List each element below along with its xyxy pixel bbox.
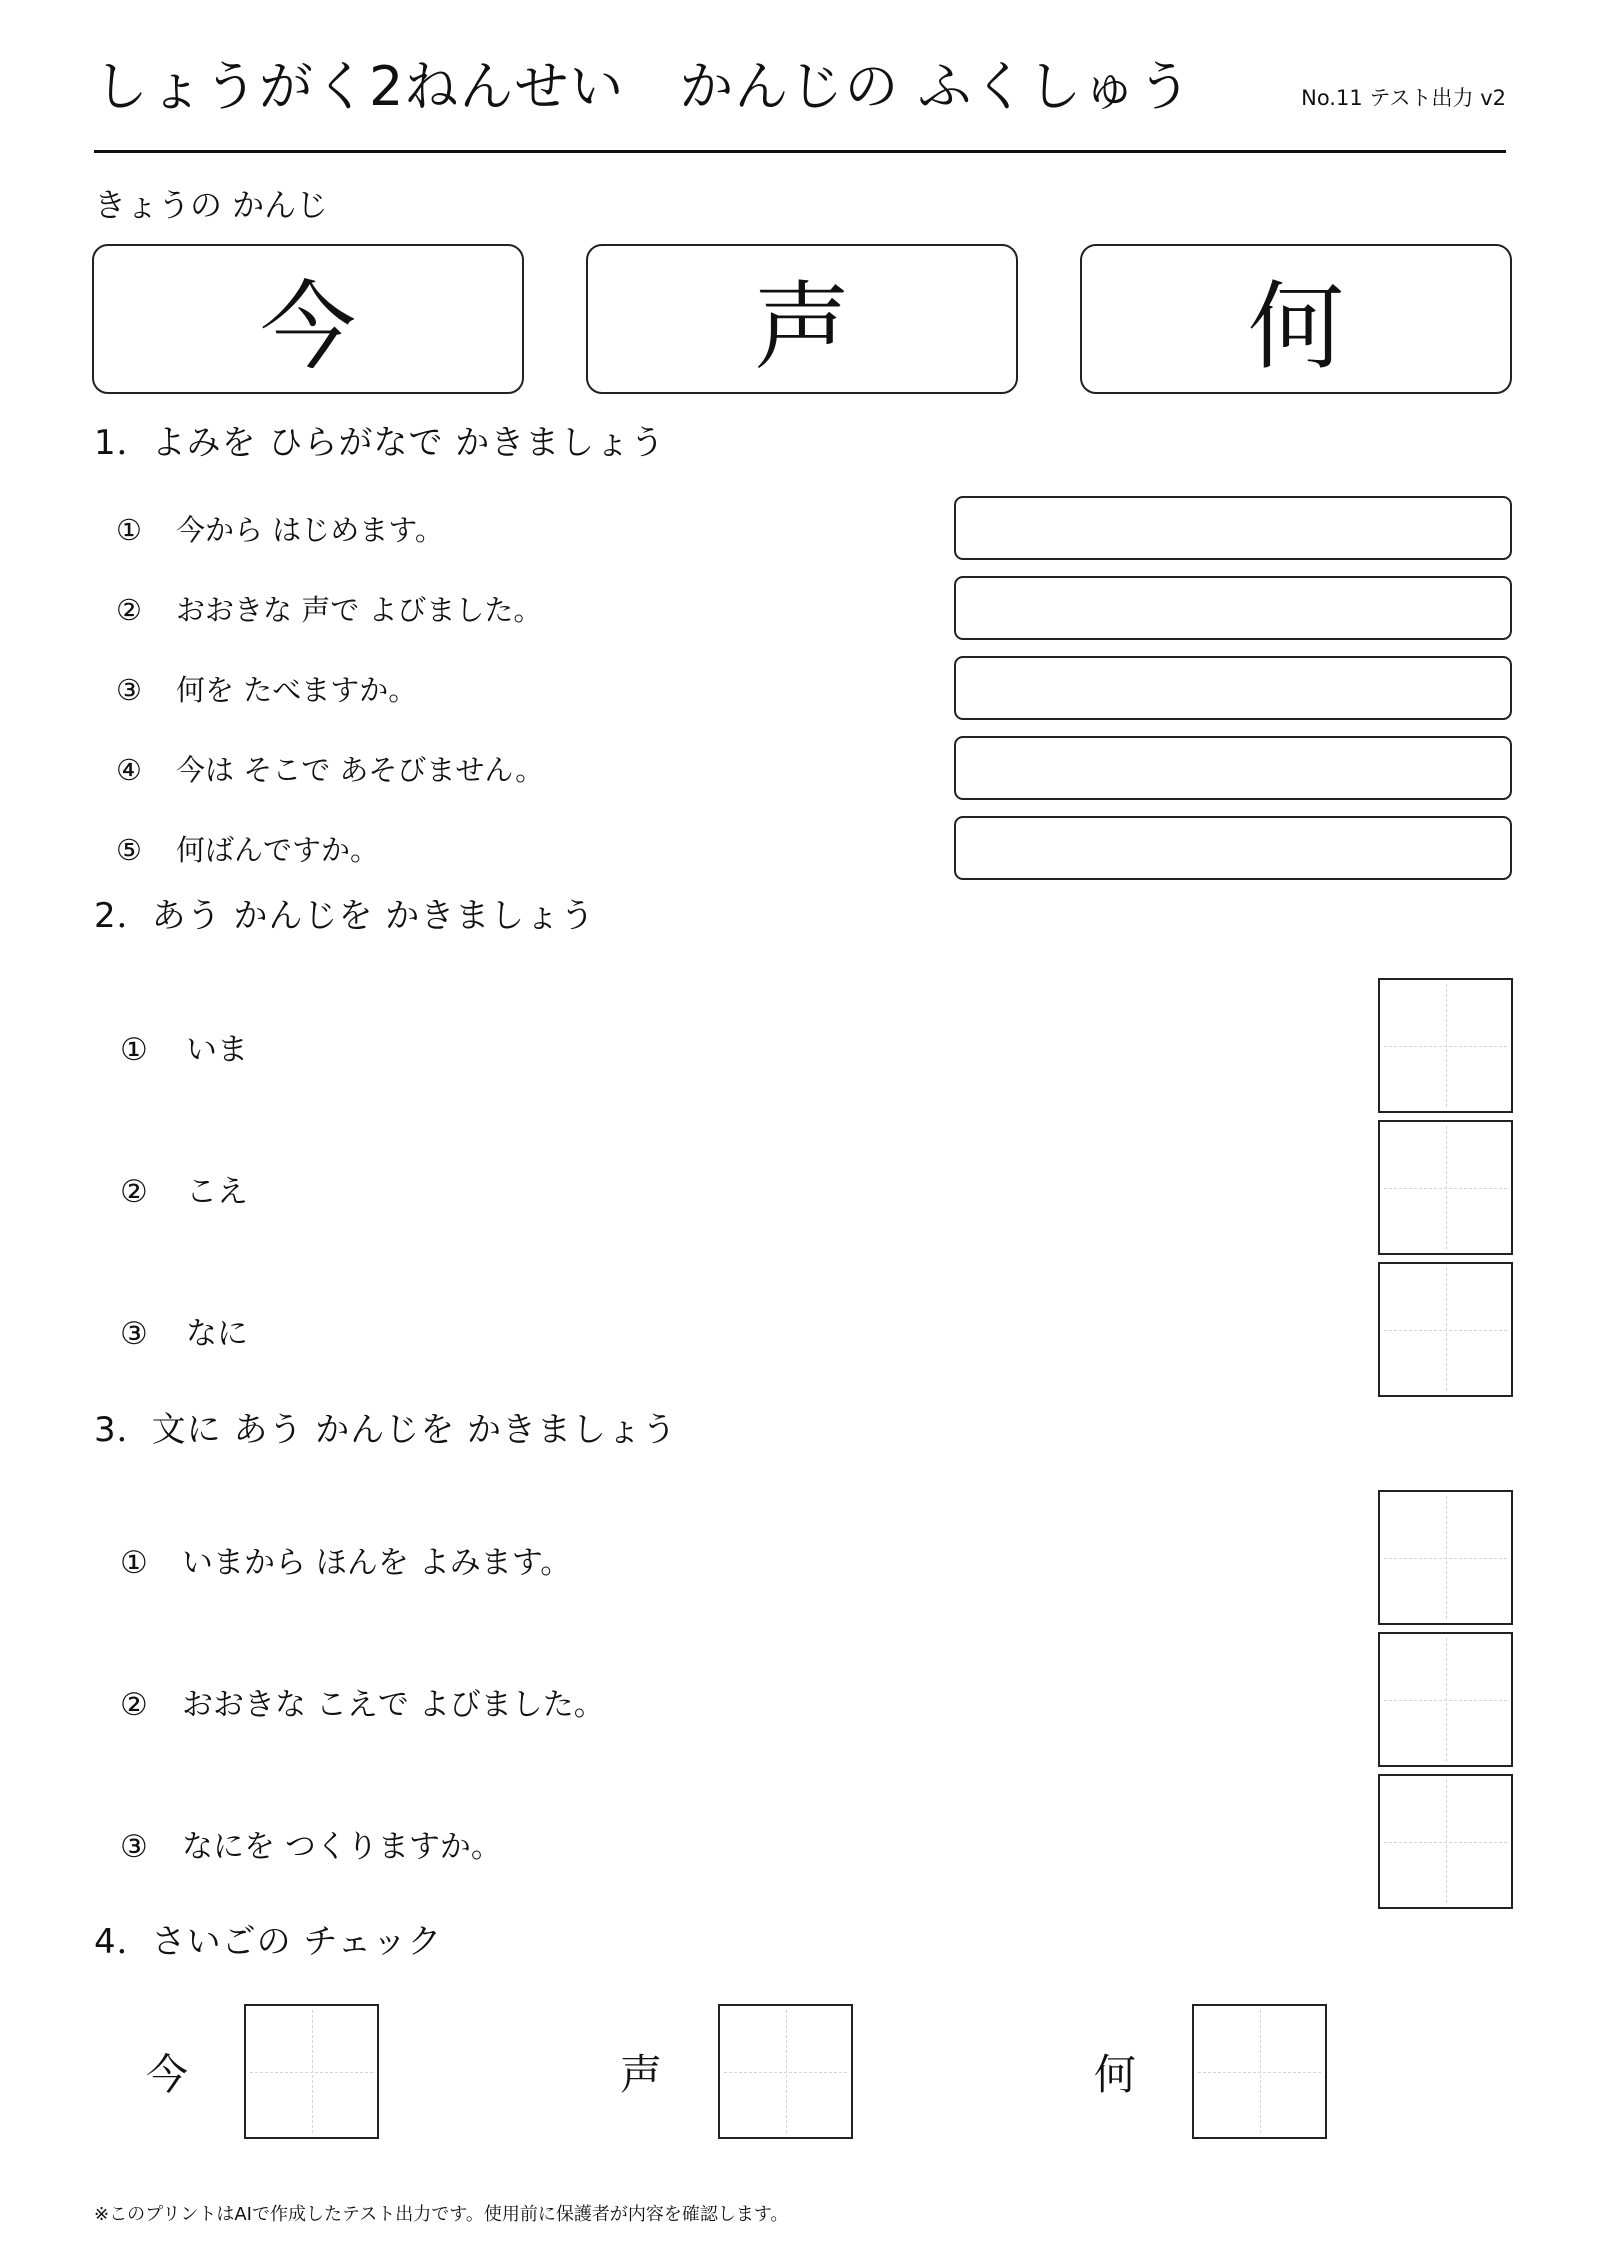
kanji-write-box-3-1[interactable] — [1378, 1490, 1513, 1625]
today-kanji-label: きょうの かんじ — [94, 186, 329, 224]
section3-heading: 3．文に あう かんじを かきましょう — [94, 1410, 678, 1450]
item-number: ③ — [120, 1829, 148, 1865]
item-number: ① — [116, 513, 142, 547]
section1-item-1 — [116, 510, 444, 550]
item-number: ③ — [120, 1316, 148, 1352]
section3-item-2 — [120, 1685, 605, 1725]
item-number: ④ — [116, 753, 142, 787]
item-text: おおきな 声で よびました。 — [176, 593, 543, 627]
check-kanji-1: 今 — [146, 2050, 189, 2099]
reading-answer-box-1[interactable] — [954, 496, 1512, 560]
section2-item-1 — [120, 1030, 248, 1070]
item-number: ① — [120, 1545, 148, 1581]
section1-item-4 — [116, 750, 544, 790]
item-text: なにを つくりますか。 — [182, 1829, 502, 1865]
section1-heading: 1．よみを ひらがなで かきましょう — [94, 423, 666, 463]
item-text: 今から はじめます。 — [176, 513, 444, 547]
section3-item-3 — [120, 1827, 502, 1867]
item-text: 今は そこで あそびません。 — [176, 753, 545, 787]
section1-item-5 — [116, 830, 379, 870]
item-text: いま — [186, 1032, 248, 1068]
check-kanji-3: 何 — [1094, 2050, 1137, 2099]
item-number: ② — [120, 1174, 148, 1210]
item-text: なに — [186, 1316, 248, 1352]
section4-heading: 4．さいごの チェック — [94, 1922, 443, 1962]
section2-item-3 — [120, 1314, 248, 1354]
check-write-box-3[interactable] — [1192, 2004, 1327, 2139]
kanji-card-2: 声 — [586, 244, 1018, 394]
kanji-write-box-2-1[interactable] — [1378, 978, 1513, 1113]
footer-note: ※このプリントはAIで作成したテスト出力です。使用前に保護者が内容を確認します。 — [94, 2204, 789, 2225]
item-number: ② — [116, 593, 142, 627]
kanji-card-3: 何 — [1080, 244, 1512, 394]
section2-heading: 2．あう かんじを かきましょう — [94, 896, 596, 936]
item-number: ③ — [116, 673, 142, 707]
reading-answer-box-3[interactable] — [954, 656, 1512, 720]
check-write-box-1[interactable] — [244, 2004, 379, 2139]
kanji-write-box-2-2[interactable] — [1378, 1120, 1513, 1255]
kanji-write-box-3-3[interactable] — [1378, 1774, 1513, 1909]
item-text: こえ — [186, 1174, 248, 1210]
check-kanji-2: 声 — [620, 2050, 663, 2099]
item-text: おおきな こえで よびました。 — [182, 1687, 605, 1723]
section1-item-3 — [116, 670, 417, 710]
item-text: 何を たべますか。 — [176, 673, 418, 707]
page-title: しょうがく2ねんせい かんじの ふくしゅう — [94, 55, 1193, 118]
reading-answer-box-2[interactable] — [954, 576, 1512, 640]
reading-answer-box-5[interactable] — [954, 816, 1512, 880]
item-text: いまから ほんを よみます。 — [182, 1545, 572, 1581]
section3-item-1 — [120, 1543, 571, 1583]
kanji-write-box-2-3[interactable] — [1378, 1262, 1513, 1397]
document-number: No.11 テスト出力 v2 — [1301, 86, 1506, 110]
kanji-write-box-3-2[interactable] — [1378, 1632, 1513, 1767]
item-number: ② — [120, 1687, 148, 1723]
kanji-card-1: 今 — [92, 244, 524, 394]
check-write-box-2[interactable] — [718, 2004, 853, 2139]
reading-answer-box-4[interactable] — [954, 736, 1512, 800]
item-number: ⑤ — [116, 833, 142, 867]
section2-item-2 — [120, 1172, 248, 1212]
item-number: ① — [120, 1032, 148, 1068]
item-text: 何ばんですか。 — [176, 833, 380, 867]
header-divider — [94, 150, 1506, 153]
section1-item-2 — [116, 590, 542, 630]
